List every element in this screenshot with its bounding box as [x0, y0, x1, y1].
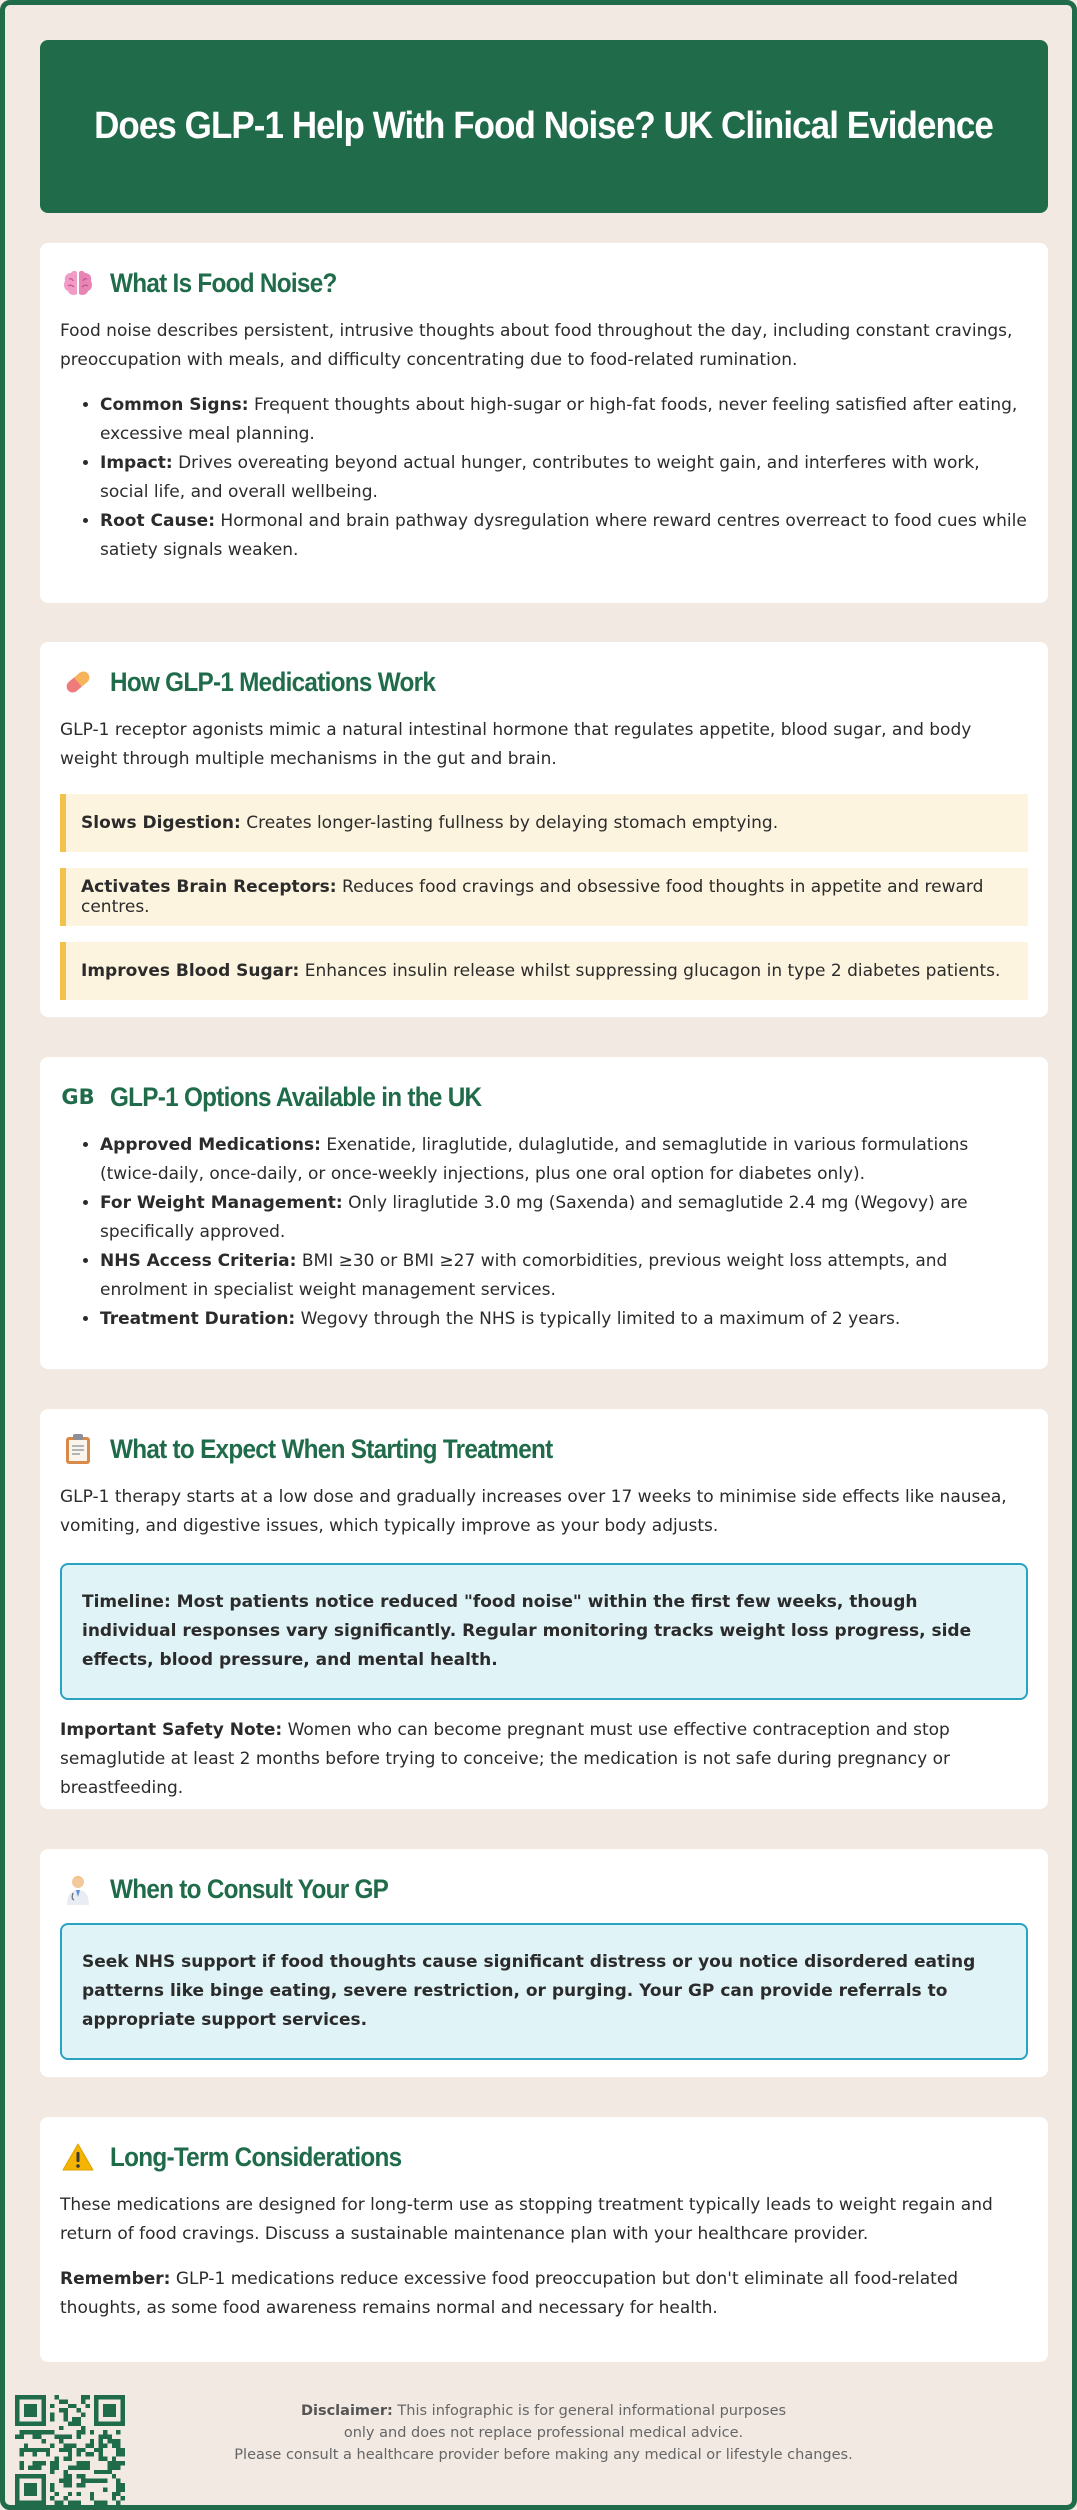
section-heading: [60, 2139, 1028, 2175]
section-food-noise: [40, 243, 1048, 603]
section-long-term: [40, 2117, 1048, 2362]
list-item: • For Weight Management: Only liraglutide 3.0 mg (Saxenda) and semaglutide 2.4 mg (Wegovy) are specifically approved.: [100, 1189, 1028, 1247]
section-uk-options: [40, 1057, 1048, 1369]
section-intro: Food noise describes persistent, intrusive thoughts about food throughout the day, including constant cravings, preoccupation with meals, and difficulty concentrating due to food-related rumination.: [60, 321, 1013, 370]
list-item: • Root Cause: Hormonal and brain pathway dysregulation where reward centres overreact to food cues while satiety signals weaken.: [100, 507, 1028, 565]
list-item: • Impact: Drives overeating beyond actual hunger, contributes to weight gain, and interferes with work, social life, and overall wellbeing.: [100, 449, 1028, 507]
section-title: How GLP-1 Medications Work: [110, 666, 436, 697]
mechanism-item: Improves Blood Sugar: Enhances insulin release whilst suppressing glucagon in type 2 diabetes patients.: [60, 942, 1028, 1000]
section-how-glp1-works: [40, 642, 1048, 1017]
section-starting-treatment: [40, 1409, 1048, 1809]
section-heading: [60, 1431, 1028, 1467]
section-intro: GLP-1 receptor agonists mimic a natural intestinal hormone that regulates appetite, blood sugar, and body weight through multiple mechanisms in the gut and brain.: [60, 720, 972, 769]
section-title: Long-Term Considerations: [110, 2141, 402, 2172]
section-title: GLP-1 Options Available in the UK: [110, 1081, 482, 1112]
warning-icon: [60, 2139, 96, 2175]
list-item: • NHS Access Criteria: BMI ≥30 or BMI ≥27 with comorbidities, previous weight loss attempts, and enrolment in specialist weight management services.: [100, 1247, 1028, 1305]
mechanism-item: Activates Brain Receptors: Reduces food cravings and obsessive food thoughts in appetite and reward centres.: [60, 868, 1028, 926]
gp-callout: Seek NHS support if food thoughts cause significant distress or you notice disordered eating patterns like binge eating, severe restriction, or purging. Your GP can provide referrals to appropriate support services.: [60, 1923, 1028, 2060]
safety-note: Important Safety Note: Women who can become pregnant must use effective contraception and stop semaglutide at least 2 months before trying to conceive; the medication is not safe during pregnancy or breastfeeding.: [60, 1720, 950, 1798]
brain-icon: [60, 265, 96, 301]
section-title: What to Expect When Starting Treatment: [110, 1433, 553, 1464]
doctor-icon: [60, 1871, 96, 1907]
list-item: • Treatment Duration: Wegovy through the NHS is typically limited to a maximum of 2 years.: [100, 1305, 1028, 1334]
food-noise-list: [60, 391, 1028, 565]
page-header: [40, 40, 1048, 213]
disclaimer: Disclaimer: This infographic is for general informational purposes only and does not replace professional medical advice. Please consult a healthcare provider before making any medical or lifestyle changes.: [234, 2403, 853, 2463]
section-title: When to Consult Your GP: [110, 1873, 389, 1904]
section-consult-gp: [40, 1849, 1048, 2077]
remember-note: Remember: GLP-1 medications reduce excessive food preoccupation but don't eliminate all food-related thoughts, as some food awareness remains normal and necessary for health.: [60, 2269, 959, 2318]
section-title: What Is Food Noise?: [110, 267, 337, 298]
page-title: Does GLP-1 Help With Food Noise? UK Clinical Evidence: [94, 105, 994, 147]
section-intro: These medications are designed for long-term use as stopping treatment typically leads to weight regain and return of food cravings. Discuss a sustainable maintenance plan with your healthcare provider.: [60, 2195, 993, 2244]
uk-flag-icon: GB: [61, 1084, 95, 1109]
section-heading: [60, 664, 1028, 700]
section-heading: [60, 1079, 1028, 1115]
list-item: • Common Signs: Frequent thoughts about high-sugar or high-fat foods, never feeling satisfied after eating, excessive meal planning.: [100, 391, 1028, 449]
uk-options-list: [60, 1131, 1028, 1334]
page-footer: [5, 2390, 1077, 2510]
section-intro: GLP-1 therapy starts at a low dose and gradually increases over 17 weeks to minimise side effects like nausea, vomiting, and digestive issues, which typically improve as your body adjusts.: [60, 1487, 1007, 1536]
mechanism-item: Slows Digestion: Creates longer-lasting fullness by delaying stomach emptying.: [60, 794, 1028, 852]
list-item: • Approved Medications: Exenatide, liraglutide, dulaglutide, and semaglutide in various formulations (twice-daily, once-daily, or once-weekly injections, plus one oral option for diabetes only).: [100, 1131, 1028, 1189]
pill-icon: [60, 664, 96, 700]
section-heading: [60, 1871, 1028, 1907]
clipboard-icon: [60, 1431, 96, 1467]
section-heading: [60, 265, 1028, 301]
timeline-callout: Timeline: Most patients notice reduced "food noise" within the first few weeks, though individual responses vary significantly. Regular monitoring tracks weight loss progress, side effects, blood pressure, and mental health.: [60, 1563, 1028, 1700]
